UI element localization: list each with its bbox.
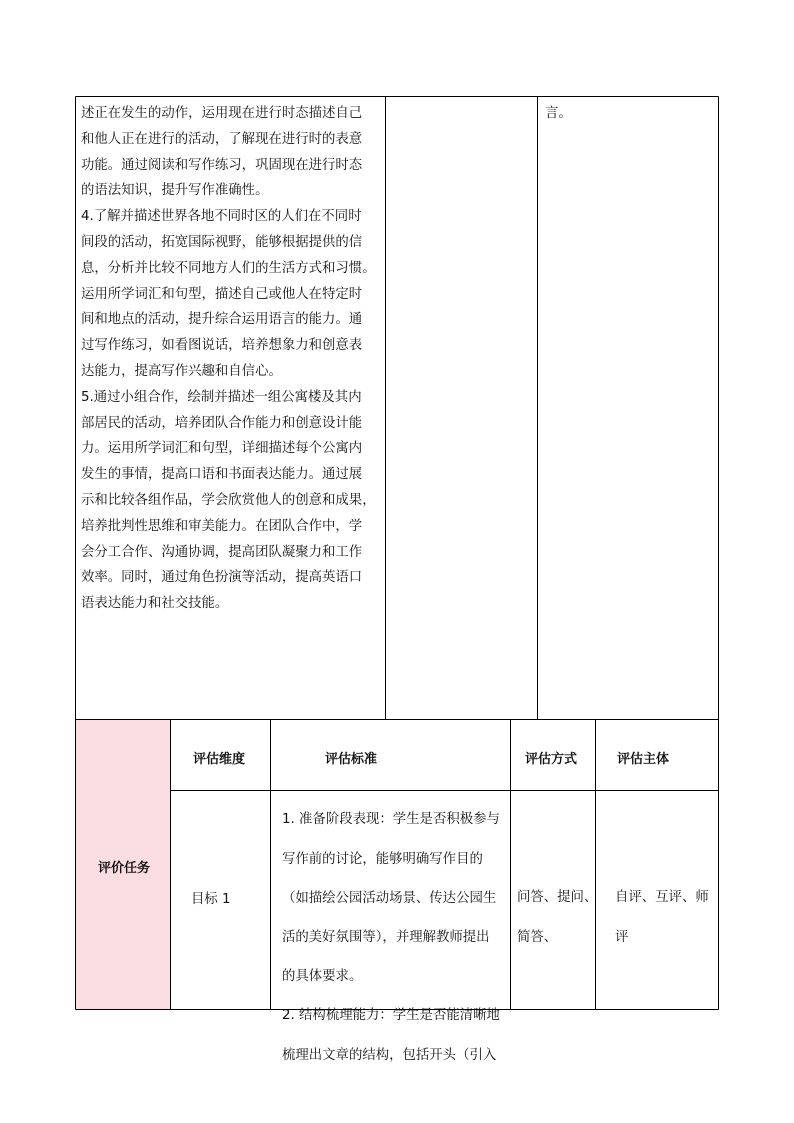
objectives-line: 效率。同时，通过角色扮演等活动，提高英语口 <box>81 570 363 586</box>
section-label: 评价任务 <box>98 861 151 876</box>
header-standard: 评估标准 <box>325 752 378 767</box>
subject-line: 评 <box>615 929 629 945</box>
objectives-line: 达能力，提高写作兴趣和自信心。 <box>81 363 282 379</box>
objectives-line: 部居民的活动，培养团队合作能力和创意设计能 <box>81 415 363 431</box>
objectives-line: 间和地点的活动，提升综合运用语言的能力。通 <box>81 312 363 328</box>
header-method: 评估方式 <box>525 752 578 767</box>
objectives-line: 发生的事情，提高口语和书面表达能力。通过展 <box>81 467 363 483</box>
objectives-line: 过写作练习，如看图说话，培养想象力和创意表 <box>81 338 363 354</box>
objectives-line: 运用所学词汇和句型，描述自己或他人在特定时 <box>81 286 363 302</box>
objectives-line: 4.了解并描述世界各地不同时区的人们在不同时 <box>81 209 362 225</box>
row1-subject <box>615 872 709 964</box>
objectives-line: 会分工合作、沟通协调，提高团队凝聚力和工作 <box>81 544 363 560</box>
objectives-line: 息，分析并比较不同地方人们的生活方式和习惯。 <box>81 260 376 276</box>
standard-line: （如描绘公园活动场景、传达公园生 <box>282 890 497 906</box>
objectives-line: 和他人正在进行的活动，了解现在进行时的表意 <box>81 131 363 147</box>
standard-line: 1. 准备阶段表现：学生是否积极参与 <box>282 812 500 828</box>
standard-line: 的具体要求。 <box>282 969 363 985</box>
right-top-text: 言。 <box>545 106 572 121</box>
subject-line: 自评、互评、师 <box>615 890 709 906</box>
objectives-line: 示和比较各组作品，学会欣赏他人的创意和成果， <box>81 492 376 508</box>
method-line: 简答、 <box>517 929 558 945</box>
row1-method <box>517 872 597 964</box>
objectives-line: 的语法知识，提升写作准确性。 <box>81 183 269 199</box>
objectives-line: 培养批判性思维和审美能力。在团队合作中，学 <box>81 518 363 534</box>
standard-line: 写作前的讨论，能够明确写作目的 <box>282 851 483 867</box>
objectives-line: 力。运用所学词汇和句型，详细描述每个公寓内 <box>81 441 363 457</box>
standard-line: 活的美好氛围等），并理解教师提出 <box>282 929 490 945</box>
objectives-line: 述正在发生的动作，运用现在进行时态描述自己 <box>81 106 363 121</box>
standard-line: 2. 结构梳理能力：学生是否能清晰地 <box>282 1008 500 1024</box>
row1-standard <box>282 794 500 1082</box>
objectives-line: 间段的活动，拓宽国际视野，能够根据提供的信 <box>81 234 363 250</box>
objectives-line: 功能。通过阅读和写作练习，巩固现在进行时态 <box>81 157 363 173</box>
objectives-line: 语表达能力和社交技能。 <box>81 596 229 612</box>
objectives-line: 5.通过小组合作，绘制并描述一组公寓楼及其内 <box>81 389 362 405</box>
standard-line: 梳理出文章的结构，包括开头（引入 <box>282 1047 497 1063</box>
row1-dimension: 目标 1 <box>191 892 231 907</box>
objectives-text <box>81 101 383 617</box>
header-dimension: 评估维度 <box>193 752 246 767</box>
method-line: 问答、提问、 <box>517 890 598 906</box>
header-subject: 评估主体 <box>617 752 670 767</box>
